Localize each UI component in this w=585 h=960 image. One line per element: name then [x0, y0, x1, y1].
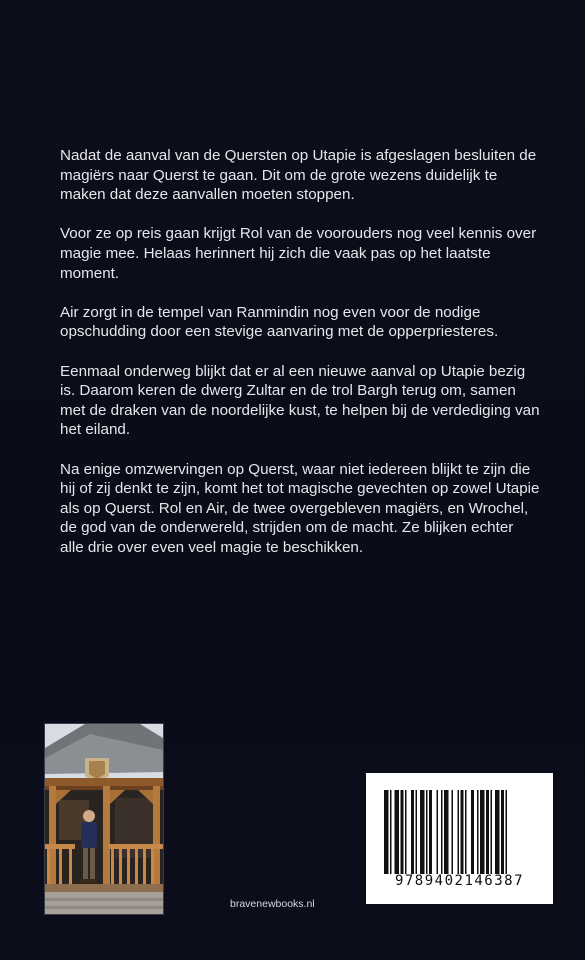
- blurb-paragraph-4: Eenmaal onderweg blijkt dat er al een nieuwe aanval op Utapie bezig is. Daarom keren de dwerg Zultar en de trol Bargh terug om, samen met de draken van de noordelijke kust, te helpen bij de verdediging van het eiland.: [60, 362, 540, 439]
- blurb-paragraph-5: Na enige omzwervingen op Querst, waar niet iedereen blijkt te zijn die hij of zij denkt te zijn, komt het tot magische gevechten op zowel Utapie als op Querst. Rol en Air, de twee overgebleven magiërs, en Wrochel, de god van de onderwereld, strijden om de macht. Ze blijken echter alle drie over even veel magie te beschikken.: [60, 460, 540, 556]
- blurb-paragraph-2: Voor ze op reis gaan krijgt Rol van de voorouders nog veel kennis over magie mee. Helaas herinnert hij zich die vaak pas op het laatste moment.: [60, 225, 537, 282]
- barcode-bars: [384, 790, 535, 874]
- isbn-barcode: [366, 773, 553, 904]
- blurb-text: [60, 146, 540, 577]
- blurb-paragraph-3: Air zorgt in de tempel van Ranmindin nog even voor de nodige opschudding door een stevige aanvaring met de opperpriesteres.: [60, 303, 499, 341]
- author-photo: [44, 723, 164, 915]
- publisher-url: bravenewbooks.nl: [230, 898, 315, 910]
- blurb-paragraph-1: Nadat de aanval van de Quersten op Utapie is afgeslagen besluiten de magiërs naar Querst te gaan. Dit om de grote wezens duidelijk te maken dat deze aanvallen moeten stoppen.: [60, 147, 537, 204]
- isbn-number: 9789402146387: [394, 873, 525, 889]
